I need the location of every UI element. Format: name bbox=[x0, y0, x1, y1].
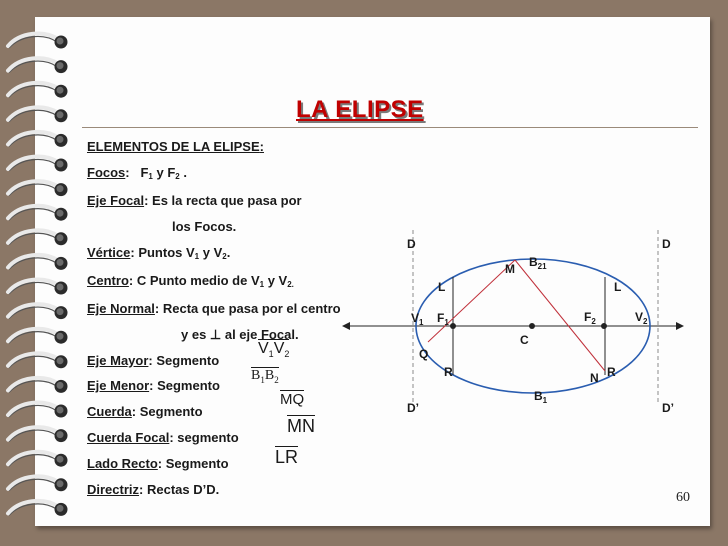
binding-ring bbox=[8, 255, 68, 270]
line-eje-normal-cont: y es ⊥ al eje Focal. bbox=[181, 327, 299, 342]
line-focos: Focos: $F_1$ y $F_2$ . bbox=[87, 165, 187, 181]
binding-ring bbox=[8, 107, 68, 122]
term-eje-normal: Eje Normal bbox=[87, 301, 155, 316]
focal-axis-arrow-right bbox=[676, 322, 684, 330]
label-l-left: L bbox=[438, 280, 446, 294]
label-d-left: D bbox=[407, 237, 416, 251]
focus-f1-point bbox=[450, 323, 456, 329]
label-dp-right: D’ bbox=[662, 401, 674, 415]
spiral-binding bbox=[0, 0, 80, 546]
line-lado-recto: Lado Recto: Segmento bbox=[87, 456, 229, 471]
label-r-left: R bbox=[444, 365, 453, 379]
page-title: LA ELIPSE bbox=[296, 96, 424, 123]
segment-mq: MQ bbox=[280, 391, 305, 408]
term-eje-focal: Eje Focal bbox=[87, 193, 145, 208]
binding-ring bbox=[8, 476, 68, 491]
label-b1: $B_1$ bbox=[534, 389, 548, 405]
term-lado-recto: Lado Recto bbox=[87, 456, 158, 471]
chord-mq bbox=[428, 260, 515, 342]
binding-ring bbox=[8, 58, 68, 73]
binding-ring bbox=[8, 83, 68, 98]
term-cuerda: Cuerda bbox=[87, 404, 132, 419]
binding-ring bbox=[8, 378, 68, 393]
label-q: Q bbox=[419, 347, 429, 361]
line-vertice: Vértice: Puntos $V_1$ y $V_2$. bbox=[87, 245, 231, 261]
segment-mn: MN bbox=[287, 416, 315, 436]
line-eje-mayor: Eje Mayor: Segmento bbox=[87, 353, 220, 368]
term-centro: Centro bbox=[87, 273, 129, 288]
title-divider bbox=[82, 127, 698, 128]
term-eje-mayor: Eje Mayor bbox=[87, 353, 149, 368]
line-cuerda: Cuerda: Segmento bbox=[87, 404, 203, 419]
focal-axis-arrow-left bbox=[342, 322, 350, 330]
label-m: M bbox=[505, 262, 515, 276]
segment-v1v2: $V_1V_2$ bbox=[258, 339, 289, 363]
line-directriz: Directriz: Rectas D’D. bbox=[87, 482, 220, 497]
section-heading: ELEMENTOS DE LA ELIPSE: bbox=[87, 139, 264, 154]
term-vertice: Vértice bbox=[87, 245, 131, 260]
binding-ring bbox=[8, 132, 68, 147]
label-v1: $V_1$ bbox=[411, 311, 424, 327]
label-f2: $F_2$ bbox=[584, 310, 596, 326]
binding-ring bbox=[8, 353, 68, 368]
label-d-right: D bbox=[662, 237, 671, 251]
term-focos: Focos bbox=[87, 165, 126, 180]
chord-mn bbox=[515, 260, 605, 371]
center-c-point bbox=[529, 323, 535, 329]
binding-ring bbox=[8, 181, 68, 196]
page-number: 60 bbox=[676, 490, 690, 505]
line-eje-menor: Eje Menor: Segmento bbox=[87, 378, 220, 393]
segment-lr: LR bbox=[275, 447, 299, 467]
line-eje-normal: Eje Normal: Recta que pasa por el centro bbox=[87, 301, 341, 316]
binding-ring bbox=[8, 501, 68, 516]
ellipse-diagram bbox=[340, 230, 700, 420]
label-dp-left: D’ bbox=[407, 401, 419, 415]
label-c: C bbox=[520, 333, 529, 347]
term-eje-menor: Eje Menor bbox=[87, 378, 150, 393]
label-f1: $F_1$ bbox=[437, 311, 449, 327]
label-v2: $V_2$ bbox=[635, 310, 648, 326]
binding-ring bbox=[8, 157, 68, 172]
binding-ring bbox=[8, 304, 68, 319]
binding-ring bbox=[8, 403, 68, 418]
line-eje-focal-cont: los Focos. bbox=[172, 219, 237, 234]
binding-ring bbox=[8, 329, 68, 344]
label-b21: $B_{21}$ bbox=[529, 255, 547, 271]
line-eje-focal: Eje Focal: Es la recta que pasa por bbox=[87, 193, 302, 208]
label-n: N bbox=[590, 371, 599, 385]
term-directriz: Directriz bbox=[87, 482, 140, 497]
binding-ring bbox=[8, 206, 68, 221]
term-cuerda-focal: Cuerda Focal bbox=[87, 430, 170, 445]
line-cuerda-focal: Cuerda Focal: segmento bbox=[87, 430, 239, 445]
binding-ring bbox=[8, 280, 68, 295]
label-r-right: R bbox=[607, 365, 616, 379]
label-l-right: L bbox=[614, 280, 622, 294]
binding-ring bbox=[8, 427, 68, 442]
segment-b1b2: $B_1B_2$ bbox=[251, 368, 279, 385]
binding-ring bbox=[8, 34, 68, 49]
binding-ring bbox=[8, 452, 68, 467]
binding-ring bbox=[8, 230, 68, 245]
focus-f2-point bbox=[601, 323, 607, 329]
line-centro: Centro: C Punto medio de $V_1$ y $V_{2.}$ bbox=[87, 273, 294, 289]
